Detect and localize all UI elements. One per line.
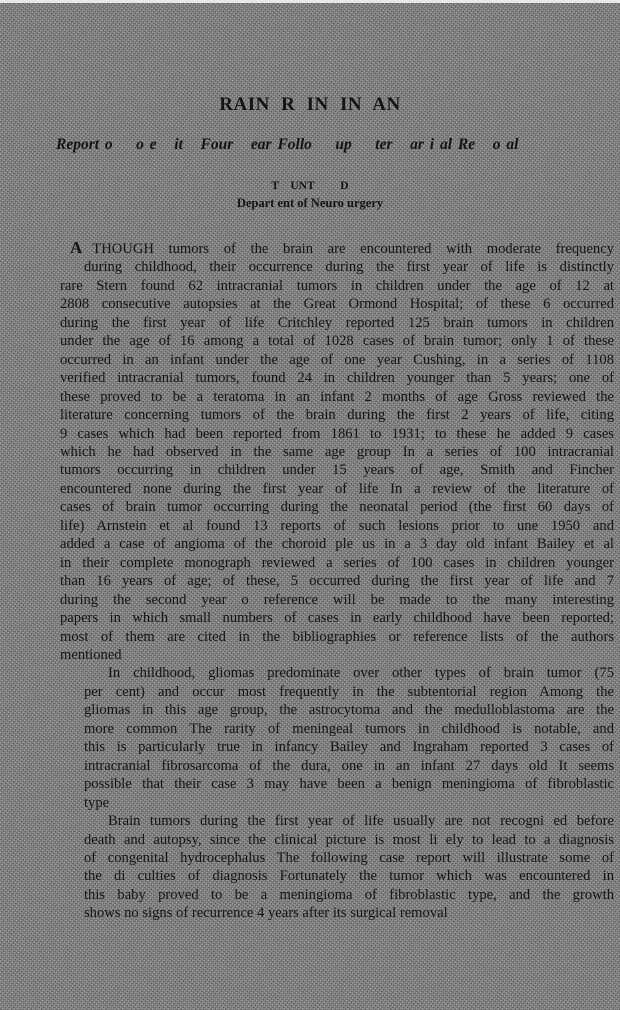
text-line: under the age of 16 among a total of 1028 cases of brain tumor; only 1 of these (60, 333, 614, 350)
text-line: rare Stern found 62 intracranial tumors in children under the age of 12 at (60, 277, 614, 294)
text-line: the di culties of diagnosis Fortunately the tumor which was encountered in (84, 868, 614, 885)
text-line: death and autopsy, since the clinical picture is most li ely to lead to a diagnosis (84, 831, 614, 848)
text-line: more common The rarity of meningeal tumors in childhood is notable, and (84, 720, 614, 737)
text-line: intracranial fibrosarcoma of the dura, one in an infant 27 days old It seems (84, 757, 614, 774)
paragraph-3 (60, 812, 614, 923)
paragraph-2 (60, 664, 614, 812)
text-line: during the first year of life Critchley reported 125 brain tumors in children (60, 314, 614, 331)
text-line: mentioned (60, 646, 122, 663)
text-line: which he had observed in the same age group In a series of 100 intracranial (60, 443, 614, 460)
text-line: during the second year o reference will be made to the many interesting (60, 591, 614, 608)
text-line: these proved to be a teratoma in an infant 2 months of age Gross reviewed the (60, 388, 614, 405)
text-line: papers in which small numbers of cases in early childhood have been reported; (60, 610, 614, 627)
text-line: A THOUGH tumors of the brain are encountered with moderate frequency (70, 238, 614, 257)
text-line: in their complete monograph reviewed a series of 100 cases in children younger (60, 554, 614, 571)
text-line: gliomas in this age group, the astrocytoma and the medulloblastoma are the (84, 702, 614, 719)
text-line: literature concerning tumors of the brain during the first 2 years of life, citing (60, 407, 614, 424)
text-line: type (84, 794, 110, 811)
text-line: during childhood, their occurrence during the first year of life is distinctly (84, 259, 614, 276)
text-line: this is particularly true in infancy Bailey and Ingraham reported 3 cases of (84, 739, 614, 756)
text-line: Brain tumors during the first year of life usually are not recogni ed before (108, 813, 614, 830)
article-subtitle: Report o o e it Four ear Follo up ter ar i al Re o al (56, 136, 519, 153)
text-line: shows no signs of recurrence 4 years after its surgical removal (84, 905, 448, 922)
text-line: per cent) and occur most frequently in the subtentorial region Among the (84, 683, 614, 700)
text-line: added a case of angioma of the choroid ple us in a 3 day old infant Bailey et al (60, 536, 614, 553)
text-line: 9 cases which had been reported from 1861 to 1931; to these he added 9 cases (60, 425, 614, 442)
article-body (60, 239, 614, 923)
department-line: Depart ent of Neuro urgery (236, 196, 384, 210)
text-line: most of them are cited in the bibliographies or reference lists of the authors (60, 628, 614, 645)
text-line: of congenital hydrocephalus The following case report will illustrate some of (84, 849, 614, 866)
article-title: RAIN R IN IN AN (219, 94, 401, 115)
author-line: T UNT D (271, 180, 349, 192)
text-line: tumors occurring in children under 15 years of age, Smith and Fincher (60, 462, 614, 479)
text-line: 2808 consecutive autopsies at the Great Ormond Hospital; of these 6 occurred (60, 296, 614, 313)
paragraph-1 (60, 239, 614, 664)
text-line: than 16 years of age; of these, 5 occurred during the first year of life and 7 (60, 573, 614, 590)
text-line: encountered none during the first year of life In a review of the literature of (60, 480, 614, 497)
text-line: this baby proved to be a meningioma of fibroblastic type, and the growth (84, 886, 614, 903)
text-line: verified intracranial tumors, found 24 in children younger than 5 years; one of (60, 370, 614, 387)
text-line: possible that their case 3 may have been a benign meningioma of fibroblastic (84, 776, 614, 793)
text-line: occurred in an infant under the age of one year Cushing, in a series of 1108 (60, 351, 614, 368)
text-line: cases of brain tumor occurring during the neonatal period (the first 60 days of (60, 499, 614, 516)
drop-cap: A (70, 238, 83, 257)
text-line: In childhood, gliomas predominate over other types of brain tumor (75 (108, 665, 614, 682)
text-line: life) Arnstein et al found 13 reports of such lesions prior to une 1950 and (60, 517, 614, 534)
